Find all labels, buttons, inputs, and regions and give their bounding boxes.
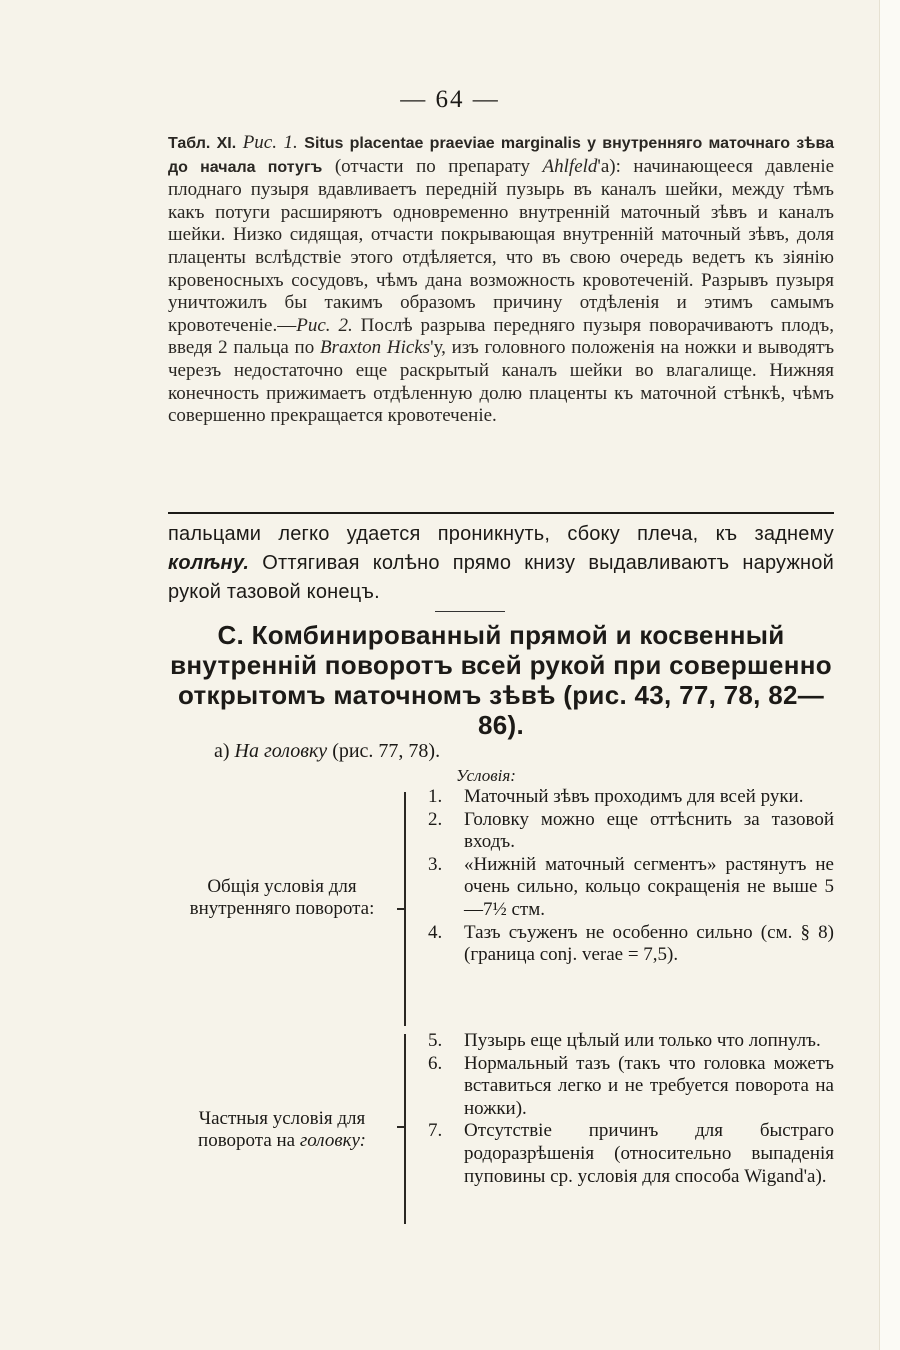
condition-text: Отсутствіе причинъ для быстраго родоразрѣшенія (относительно выпаденія пуповины ср. условія для способа Wigand'а). bbox=[464, 1120, 834, 1187]
condition-number: 1. bbox=[428, 786, 443, 807]
conditions-label: Условія: bbox=[456, 766, 516, 785]
caption-author-1: Ahlfeld bbox=[542, 155, 598, 177]
brace-tip bbox=[397, 908, 404, 910]
condition-number: 2. bbox=[428, 808, 443, 830]
caption-text-3: Послѣ разрыва передняго пузыря поворачиваютъ плодъ, введя 2 пальца по bbox=[168, 314, 834, 359]
condition-number: 5. bbox=[428, 1030, 443, 1051]
condition-item bbox=[428, 1030, 834, 1053]
general-conditions-label: Общія условія для внутренняго поворота: bbox=[189, 876, 375, 919]
caption-fig1-label: Рис. 1. bbox=[242, 132, 298, 153]
caption-author-2: Braxton Hicks bbox=[319, 337, 431, 359]
condition-item bbox=[428, 1053, 834, 1121]
condition-text: Нормальный тазъ (такъ что головка можетъ вставиться легко и не требуется поворота на ножки). bbox=[464, 1052, 834, 1119]
subsection-title bbox=[214, 740, 440, 763]
condition-text: Маточный зѣвъ проходимъ для всей руки. bbox=[464, 786, 804, 807]
particular-brace bbox=[404, 1034, 418, 1224]
figure-caption bbox=[168, 132, 834, 428]
condition-number: 6. bbox=[428, 1052, 443, 1074]
subsection-refs: (рис. 77, 78). bbox=[332, 740, 441, 762]
particular-conditions-list bbox=[428, 1030, 834, 1188]
general-brace bbox=[404, 792, 418, 1026]
particular-label-italic: головку: bbox=[299, 1130, 366, 1151]
condition-item bbox=[428, 809, 834, 854]
caption-text-2: 'а): начинающееся давленіе плоднаго пузыря вдавливаетъ передній пузырь въ каналъ шейки, между тѣмъ какъ потуги расширяютъ одновременно внутренній маточный зѣвъ и каналъ шейки. Низко сидящая, отчасти покрывающая внутренній маточный зѣвъ, доля плаценты вслѣдствіе этого отдѣляется, что въ свою очередь ведетъ къ зіянію кровеносныхъ сосудовъ, чѣмъ дана возможность кровотеченій. Разрывъ пузыря уничтожилъ бы такимъ образомъ причину отдѣленія и этимъ самымъ кровотеченіе.— bbox=[168, 155, 835, 336]
section-heading: C. Комбинированный прямой и косвенный внутренній поворотъ всей рукой при совершенно открытомъ маточномъ зѣвѣ (рис. 43, 77, 78, 82—86). bbox=[170, 620, 832, 740]
subsection-prefix: а) bbox=[214, 740, 230, 762]
caption-fig2-label: Рис. 2. bbox=[296, 314, 353, 336]
body-paragraph bbox=[168, 520, 834, 607]
brace-tip bbox=[397, 1126, 404, 1128]
subsection-name: На головку bbox=[234, 740, 328, 762]
condition-text: Тазъ съуженъ не особенно сильно (см. § 8) (граница conj. verae = 7,5). bbox=[464, 921, 834, 966]
condition-number: 3. bbox=[428, 853, 443, 875]
condition-item bbox=[428, 786, 834, 809]
caption-text-1: (отчасти по препарату bbox=[334, 155, 530, 177]
particular-conditions-label bbox=[168, 1108, 396, 1152]
condition-item bbox=[428, 922, 834, 967]
body-knee-word: колѣну. bbox=[168, 552, 250, 574]
particular-label-text: Частныя условія для поворота на bbox=[198, 1108, 366, 1151]
condition-item bbox=[428, 854, 834, 922]
condition-number: 7. bbox=[428, 1120, 443, 1142]
caption-text-4: 'у, изъ головного положенія на ножки и выводятъ черезъ недостаточно еще раскрытый каналъ шейки во влагалище. Нижняя конечность прижимаетъ отдѣленную долю плаценты къ маточной стѣнкѣ, чѣмъ совершенно прекращается кровотеченіе. bbox=[168, 337, 835, 427]
caption-bold-title: Situs placentae praeviae marginalis у внутренняго маточнаго зѣва до начала потугъ bbox=[168, 135, 834, 176]
general-conditions-list bbox=[428, 786, 834, 967]
condition-item bbox=[428, 1120, 834, 1188]
section-separator bbox=[435, 611, 505, 612]
condition-text: «Нижній маточный сегментъ» растянутъ не очень сильно, кольцо сокращенія не выше 5—7½ стм. bbox=[464, 853, 834, 920]
caption-divider bbox=[168, 512, 834, 514]
page-number: — 64 — bbox=[400, 86, 500, 113]
body-text-2: Оттягивая колѣно прямо книзу выдавливаютъ наружной рукой тазовой конецъ. bbox=[168, 552, 834, 603]
caption-table-label: Табл. XI. bbox=[168, 135, 237, 152]
condition-text: Головку можно еще оттѣснить за тазовой входъ. bbox=[464, 808, 834, 853]
page-edge bbox=[879, 0, 900, 1350]
condition-number: 4. bbox=[428, 921, 443, 943]
condition-text: Пузырь еще цѣлый или только что лопнулъ. bbox=[464, 1030, 821, 1051]
body-text-1: пальцами легко удается проникнуть, сбоку плеча, къ заднему bbox=[168, 523, 834, 545]
